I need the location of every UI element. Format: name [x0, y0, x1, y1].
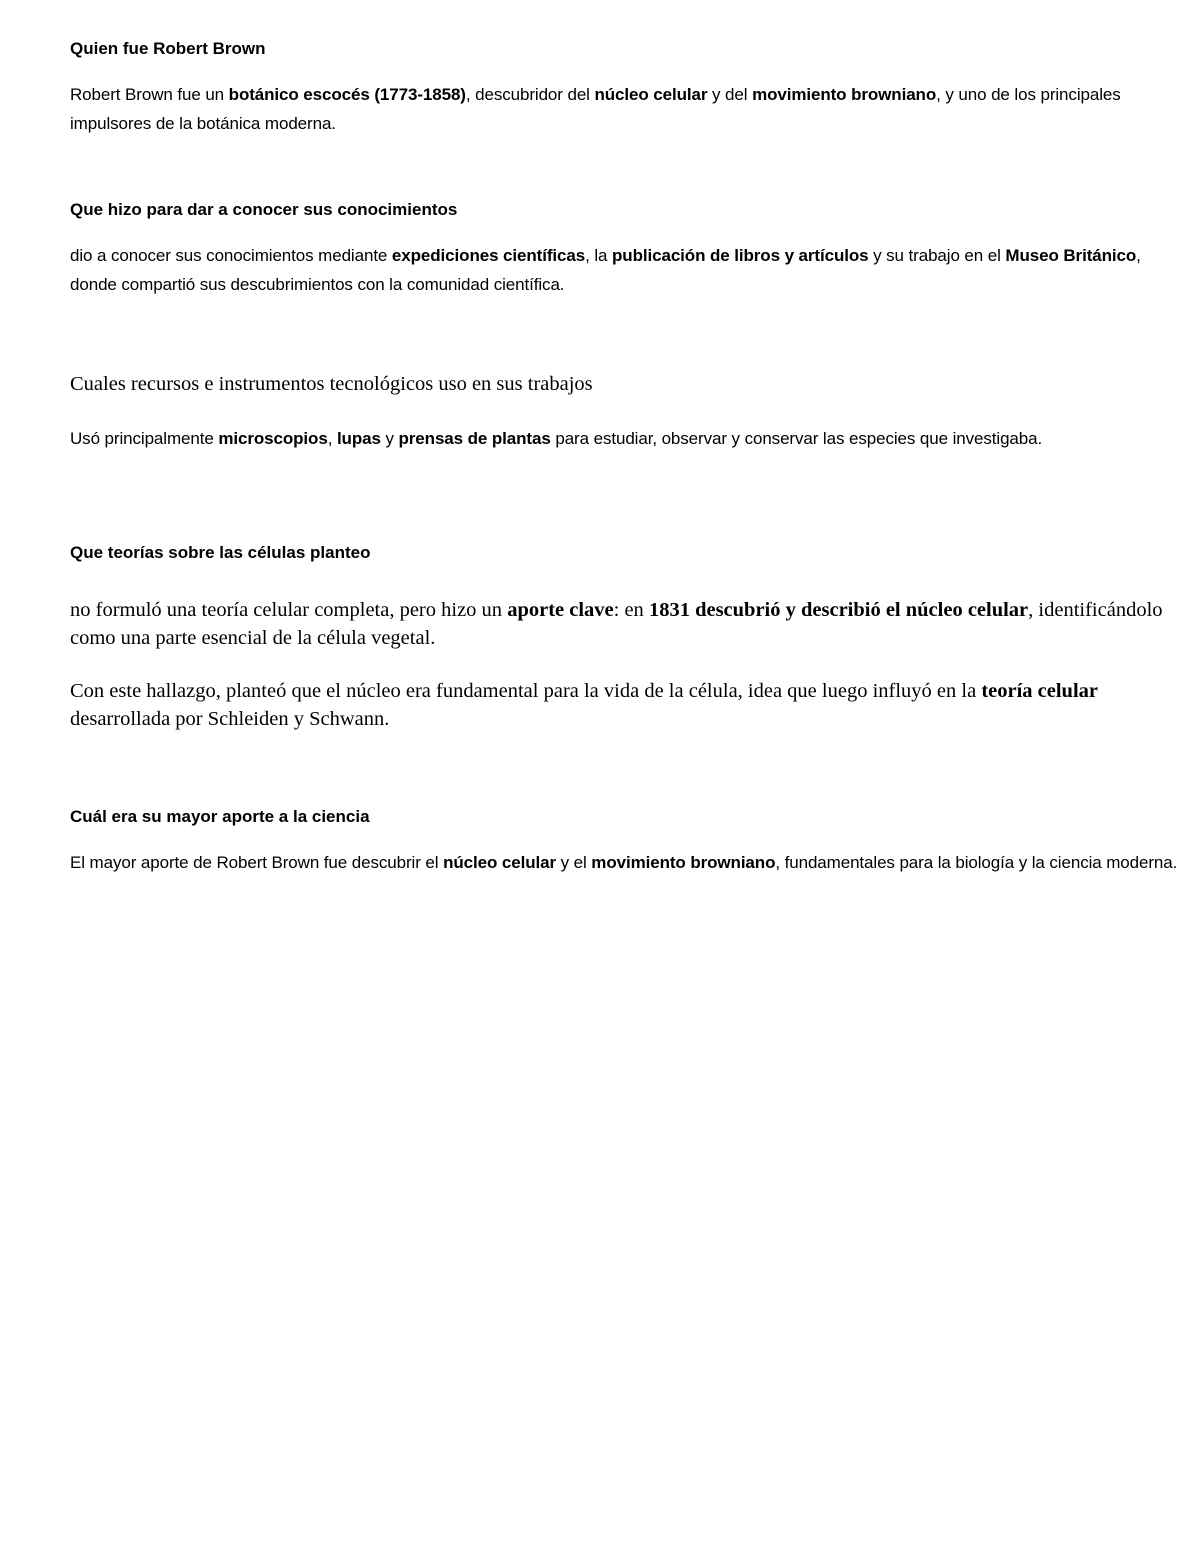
text-run: , fundamentales para la biología y la ciencia moderna.: [775, 853, 1178, 872]
text-run: ,: [327, 429, 337, 448]
text-run: , donde compartió sus descubrimientos con la comunidad científica.: [70, 246, 1141, 294]
heading-quien-fue: Quien fue Robert Brown: [70, 39, 266, 58]
bold-run: núcleo celular: [443, 853, 556, 872]
bold-run: Museo Británico: [1005, 246, 1137, 265]
paragraph-mayor-aporte: [70, 848, 1180, 877]
text-run: Robert Brown fue un: [70, 85, 229, 104]
text-run: , la: [585, 246, 613, 265]
text-run: y su trabajo en el: [868, 246, 1006, 265]
text-run: Usó principalmente: [70, 429, 219, 448]
text-run: , y uno de los principales impulsores de la botánica moderna.: [70, 85, 1121, 133]
heading-recursos: Cuales recursos e instrumentos tecnológicos uso en sus trabajos: [70, 373, 593, 395]
text-run: y del: [707, 85, 753, 104]
heading-que-hizo: Que hizo para dar a conocer sus conocimientos: [70, 200, 458, 219]
text-run: El mayor aporte de Robert Brown fue descubrir el: [70, 853, 444, 872]
paragraph-recursos: [70, 424, 1180, 453]
bold-run: botánico escocés (1773-1858): [228, 85, 466, 104]
text-run: , identificándolo como una parte esencial de la célula vegetal.: [70, 599, 1163, 649]
paragraph-que-hizo: [70, 241, 1180, 299]
text-run: desarrollada por Schleiden y Schwann.: [70, 708, 390, 730]
text-run: , descubridor del: [465, 85, 595, 104]
bold-run: lupas: [336, 429, 381, 448]
heading-teorias: Que teorías sobre las células planteo: [70, 543, 371, 562]
text-run: dio a conocer sus conocimientos mediante: [70, 246, 392, 265]
paragraph-teorias-1: [70, 596, 1180, 652]
bold-run: publicación de libros y artículos: [612, 246, 869, 265]
heading-mayor-aporte: Cuál era su mayor aporte a la ciencia: [70, 807, 370, 826]
text-run: y el: [555, 853, 592, 872]
paragraph-teorias-2: [70, 677, 1180, 733]
bold-run: movimiento browniano: [591, 853, 776, 872]
bold-run: aporte clave: [507, 599, 614, 621]
text-run: para estudiar, observar y conservar las especies que investigaba.: [550, 429, 1043, 448]
text-run: : en: [613, 599, 649, 621]
paragraph-quien-fue: [70, 80, 1180, 138]
text-run: y: [380, 429, 399, 448]
bold-run: teoría celular: [981, 680, 1098, 702]
bold-run: microscopios: [218, 429, 328, 448]
bold-run: 1831 descubrió y describió el núcleo celular: [648, 599, 1029, 621]
bold-run: prensas de plantas: [398, 429, 551, 448]
bold-run: movimiento browniano: [752, 85, 937, 104]
bold-run: expediciones científicas: [391, 246, 586, 265]
text-run: no formuló una teoría celular completa, pero hizo un: [70, 599, 508, 621]
bold-run: núcleo celular: [594, 85, 708, 104]
text-run: Con este hallazgo, planteó que el núcleo era fundamental para la vida de la célula, idea que luego influyó en la: [70, 680, 982, 702]
